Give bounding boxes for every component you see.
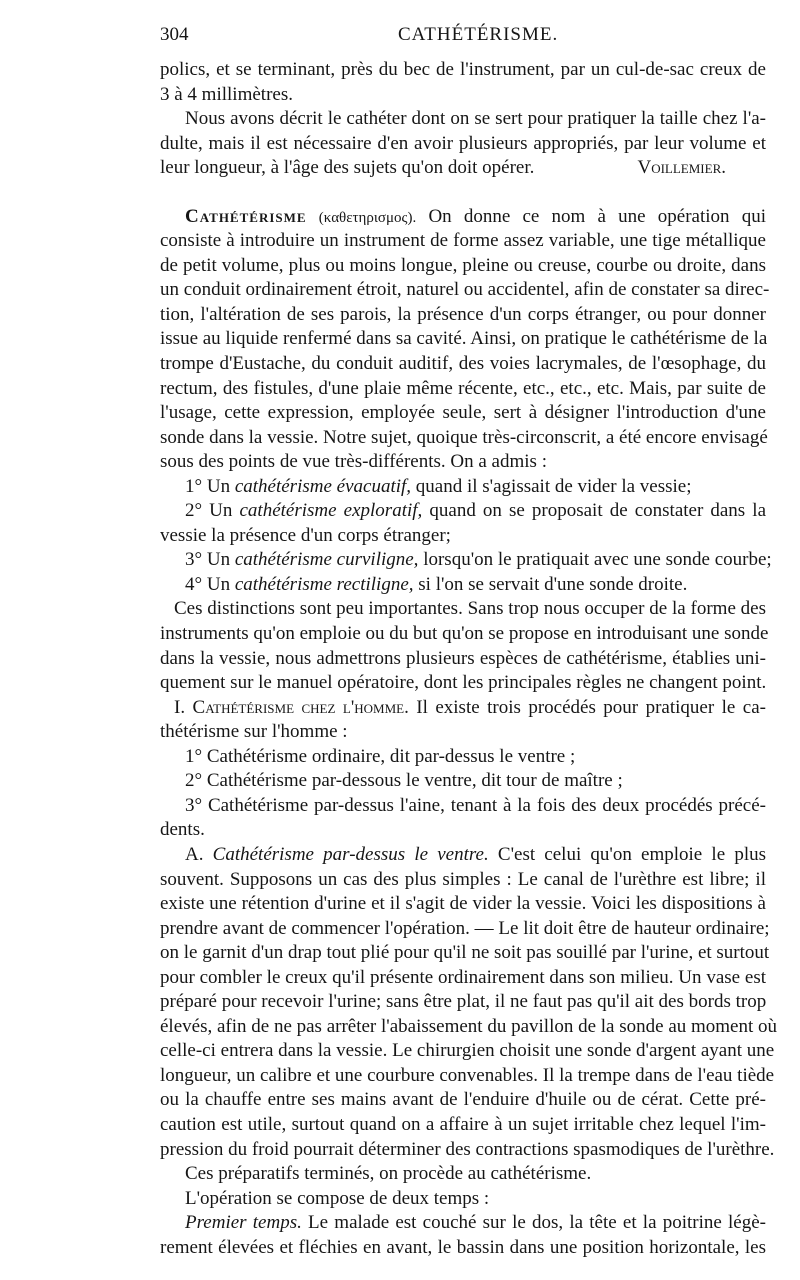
subsection-title: Cathétérisme par-dessus le ventre. <box>212 843 489 865</box>
section-heading-line: I. Cathétérisme chez l'homme. Il existe trois procédés pour pratiquer le ca- <box>174 696 766 718</box>
text-line: sonde dans la vessie. Notre sujet, quoique très-circonscrit, a été encore envisagé <box>160 426 768 448</box>
list-item: 2° Un cathétérisme exploratif, quand on se proposait de constater dans la <box>185 500 766 522</box>
running-head: CATHÉTÉRISME. <box>398 24 559 45</box>
text-line: dents. <box>160 819 205 841</box>
text-line: polics, et se terminant, près du bec de l'instrument, par un cul-de-sac creux de <box>160 59 766 80</box>
text-line: rement élevées et fléchies en avant, le bassin dans une position horizontale, les <box>160 1236 766 1258</box>
text-line: 3 à 4 millimètres. <box>160 83 293 105</box>
section-heading: Cathétérisme chez l'homme. <box>192 696 409 718</box>
page-header <box>160 24 760 48</box>
text-line: tion, l'altération de ses parois, la présence d'un corps étranger, ou pour donner <box>160 303 766 325</box>
text-body <box>160 58 778 1260</box>
text-line: dans la vessie, nous admettrons plusieurs espèces de cathétérisme, établies uni- <box>160 647 766 669</box>
text-line: Premier temps. Le malade est couché sur le dos, la tête et la poitrine légè- <box>185 1212 766 1234</box>
entry-headword: Cathétérisme <box>185 205 307 227</box>
list-item: 1° Cathétérisme ordinaire, dit par-dessus le ventre ; <box>185 745 576 767</box>
text-line: leur longueur, à l'âge des sujets qu'on doit opérer. Voillemier. <box>160 156 766 181</box>
list-item: 1° Un cathétérisme évacuatif, quand il s'agissait de vider la vessie; <box>185 475 692 497</box>
text-line: vessie la présence d'un corps étranger; <box>160 524 451 546</box>
text-line: un conduit ordinairement étroit, naturel ou accidentel, afin de constater sa direc- <box>160 279 770 301</box>
author-signature: Voillemier. <box>637 157 726 179</box>
text-line: pression du froid pourrait déterminer des contractions spasmodiques de l'urèthre. <box>160 1138 775 1160</box>
text-line: Ces préparatifs terminés, on procède au cathétérisme. <box>185 1163 592 1185</box>
text-line: L'opération se compose de deux temps : <box>185 1187 490 1209</box>
text-line: Nous avons décrit le cathéter dont on se sert pour pratiquer la taille chez l'a- <box>185 108 766 130</box>
list-item: 3° Cathétérisme par-dessus l'aine, tenant à la fois des deux procédés précé- <box>185 794 766 816</box>
text-line: longueur, un calibre et une courbure convenables. Il la trempe dans de l'eau tiède <box>160 1064 775 1086</box>
text-line: trompe d'Eustache, du conduit auditif, des voies lacrymales, de l'œsophage, du <box>160 353 766 375</box>
subsection-line: A. Cathétérisme par-dessus le ventre. C'est celui qu'on emploie le plus <box>185 843 766 865</box>
text-line: on le garnit d'un drap tout plié pour qu'il ne soit pas souillé par l'urine, et surtout <box>160 942 770 964</box>
entry-heading-line: Cathétérisme (καθετηρισμος). On donne ce nom à une opération qui <box>185 205 767 227</box>
text-line: Ces distinctions sont peu importantes. Sans trop nous occuper de la forme des <box>174 598 766 620</box>
text-line: ou la chauffe entre ses mains avant de l'enduire d'huile ou de cérat. Cette pré- <box>160 1089 766 1111</box>
text-line: existe une rétention d'urine et il s'agit de vider la vessie. Voici les dispositions à <box>160 893 766 915</box>
text-line: consiste à introduire un instrument de forme assez variable, une tige métallique <box>160 230 766 252</box>
text-line: pour combler le creux qu'il présente ordinairement dans son milieu. Un vase est <box>160 966 766 988</box>
text-line: caution est utile, surtout quand on a affaire à un sujet irritable chez lequel l'im- <box>160 1113 766 1135</box>
list-item: 4° Un cathétérisme rectiligne, si l'on se servait d'une sonde droite. <box>185 573 688 595</box>
text-line: sous des points de vue très-différents. On a admis : <box>160 451 547 473</box>
paragraph-gap <box>160 181 766 205</box>
text-line: dulte, mais il est nécessaire d'en avoir plusieurs appropriés, par leur volume et <box>160 132 766 154</box>
text-line: rectum, des fistules, d'une plaie même récente, etc., etc., etc. Mais, par suite de <box>160 377 766 399</box>
greek-etymology: (καθετηρισμος). <box>318 209 417 226</box>
text-line: issue au liquide renfermé dans sa cavité. Ainsi, on pratique le cathétérisme de la <box>160 328 768 350</box>
text-line: quement sur le manuel opératoire, dont les principales règles ne changent point. <box>160 672 767 694</box>
text-line: élevés, afin de ne pas arrêter l'abaissement du pavillon de la sonde au moment où <box>160 1015 778 1037</box>
text-line: de petit volume, plus ou moins longue, pleine ou creuse, courbe ou droite, dans <box>160 254 766 276</box>
text-line: prendre avant de commencer l'opération. — Le lit doit être de hauteur ordinaire; <box>160 917 770 939</box>
text-line: celle-ci entrera dans la vessie. Le chirurgien choisit une sonde d'argent ayant une <box>160 1040 775 1062</box>
list-item: 2° Cathétérisme par-dessous le ventre, dit tour de maître ; <box>185 770 623 792</box>
list-item: 3° Un cathétérisme curviligne, lorsqu'on le pratiquait avec une sonde courbe; <box>185 549 772 571</box>
text-line: instruments qu'on emploie ou du but qu'on se propose en introduisant une sonde <box>160 623 769 645</box>
page-number: 304 <box>160 24 189 45</box>
text-line: thétérisme sur l'homme : <box>160 721 348 743</box>
text-line: l'usage, cette expression, employée seule, sert à désigner l'introduction d'une <box>160 402 766 424</box>
text-line: préparé pour recevoir l'urine; sans être plat, il ne faut pas qu'il ait des bords trop <box>160 991 767 1013</box>
text-line: souvent. Supposons un cas des plus simples : Le canal de l'urèthre est libre; il <box>160 868 766 890</box>
